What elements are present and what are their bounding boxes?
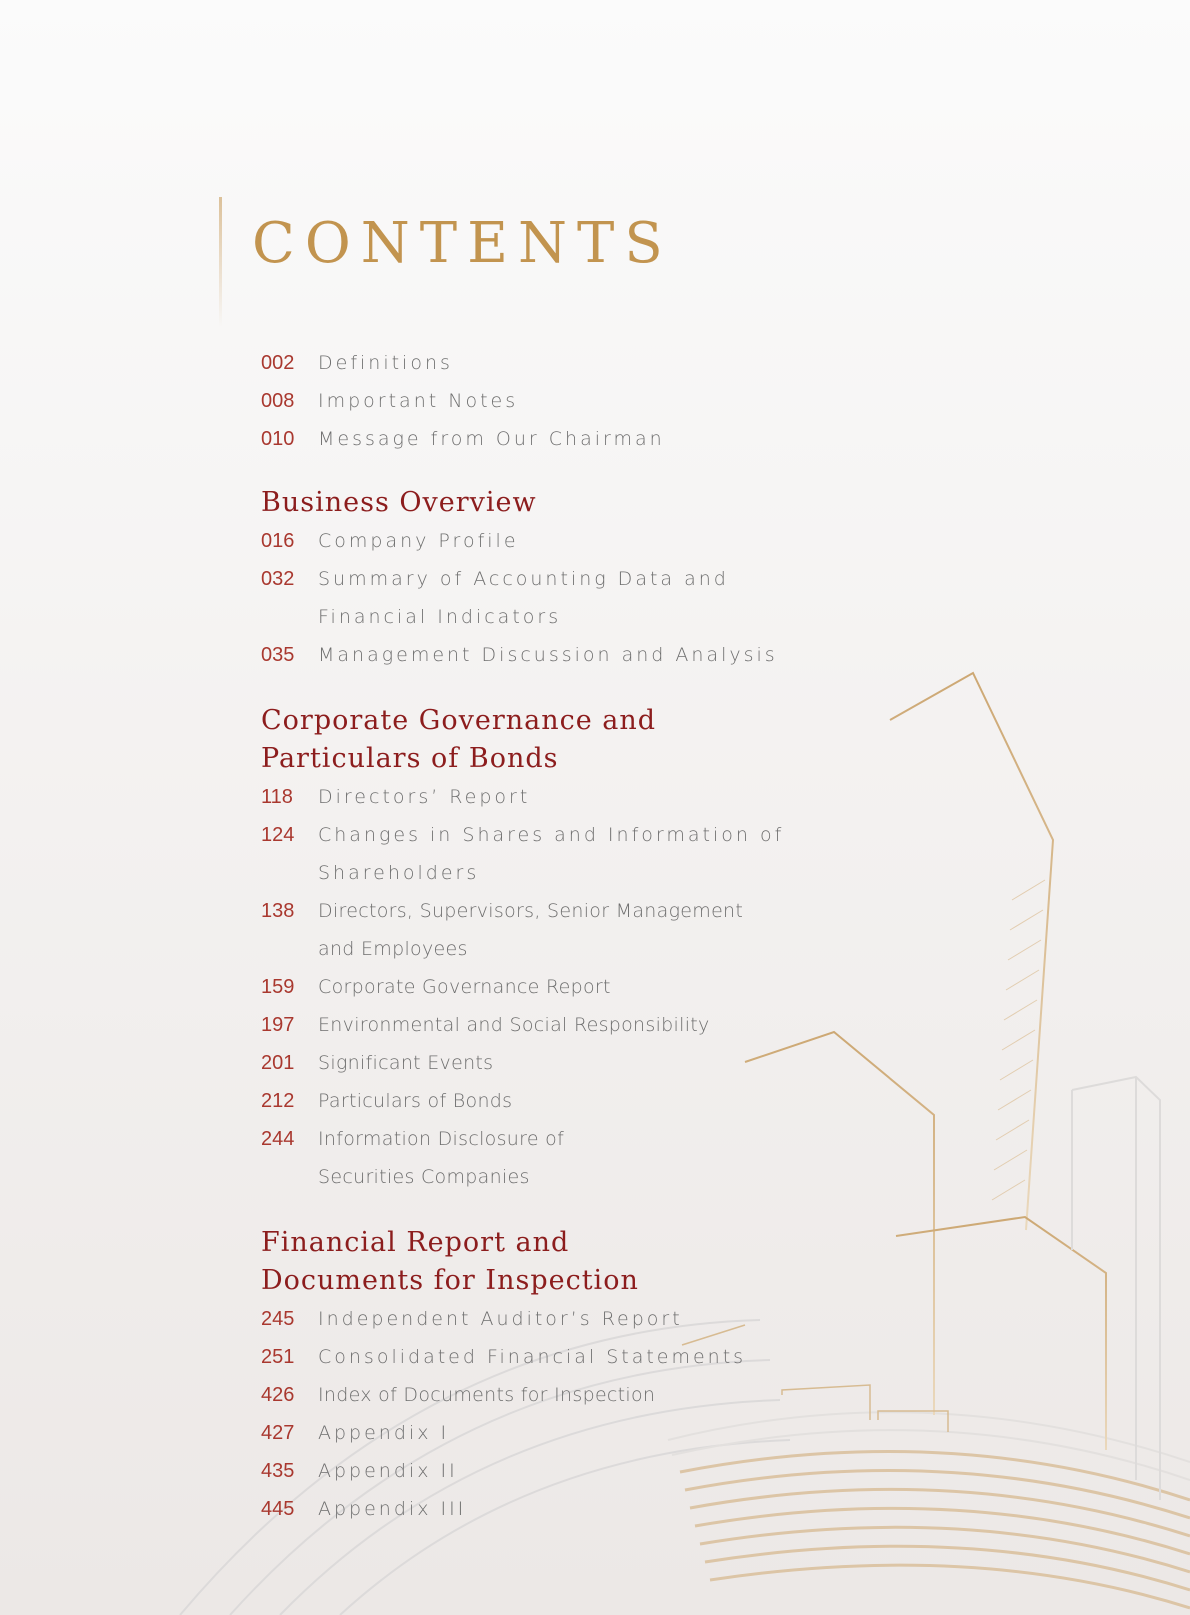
- toc-page-number: 244: [261, 1127, 295, 1150]
- toc-page-number: 445: [261, 1497, 295, 1520]
- toc-entry[interactable]: [261, 420, 781, 458]
- toc-label-continuation: Shareholders: [318, 862, 480, 884]
- section-heading-financial-report-line2: Documents for Inspection: [261, 1265, 639, 1296]
- section-heading-corporate-governance: Corporate Governance and: [261, 705, 657, 736]
- toc-label: Message from Our Chairman: [318, 428, 665, 450]
- toc-label: Management Discussion and Analysis: [318, 644, 778, 666]
- toc-label: Information Disclosure of: [318, 1128, 565, 1150]
- toc-entry[interactable]: [261, 1414, 781, 1452]
- toc-label: Consolidated Financial Statements: [318, 1346, 747, 1368]
- toc-entry[interactable]: [261, 968, 781, 1006]
- toc-label: Corporate Governance Report: [318, 976, 611, 998]
- toc-page-number: 251: [261, 1345, 295, 1368]
- toc-entry[interactable]: [261, 1082, 781, 1120]
- toc-page-number: 427: [261, 1421, 295, 1444]
- toc-entry[interactable]: [261, 1452, 781, 1490]
- toc-page-number: 010: [261, 427, 295, 450]
- toc-entry[interactable]: [261, 1338, 781, 1376]
- toc-page-number: 008: [261, 389, 295, 412]
- toc-label-continuation: Securities Companies: [318, 1166, 530, 1188]
- toc-page-number: 138: [261, 899, 295, 922]
- toc-entry[interactable]: [261, 522, 781, 560]
- toc-label: Directors, Supervisors, Senior Management: [318, 900, 744, 922]
- toc-label: Changes in Shares and Information of: [318, 824, 785, 846]
- toc-label-continuation: Financial Indicators: [318, 606, 562, 628]
- toc-entry[interactable]: [261, 560, 781, 598]
- toc-entry[interactable]: [261, 892, 781, 930]
- page-title: CONTENTS: [252, 211, 673, 276]
- toc-entry[interactable]: [261, 778, 781, 816]
- toc-entry[interactable]: [261, 1376, 781, 1414]
- toc-entry[interactable]: [261, 1006, 781, 1044]
- section-heading-financial-report: Financial Report and: [261, 1227, 570, 1258]
- toc-label: Environmental and Social Responsibility: [318, 1014, 710, 1036]
- toc-page-number: 035: [261, 643, 295, 666]
- toc-label: Significant Events: [318, 1052, 494, 1074]
- section-heading-corporate-governance-line2: Particulars of Bonds: [261, 743, 559, 774]
- toc-page-number: 426: [261, 1383, 295, 1406]
- toc-page-number: 002: [261, 351, 295, 374]
- toc-entry[interactable]: [261, 344, 781, 382]
- toc-label: Summary of Accounting Data and: [318, 568, 729, 590]
- toc-page-number: 016: [261, 529, 295, 552]
- toc-page-number: 124: [261, 823, 295, 846]
- toc-label: Company Profile: [318, 530, 519, 552]
- toc-label: Particulars of Bonds: [318, 1090, 513, 1112]
- toc-entry[interactable]: [261, 636, 781, 674]
- toc-page-number: 201: [261, 1051, 295, 1074]
- toc-page-number: 245: [261, 1307, 295, 1330]
- toc-label: Appendix I: [318, 1422, 450, 1444]
- toc-label-continuation: and Employees: [318, 938, 468, 960]
- toc-label: Directors’ Report: [318, 786, 531, 808]
- toc-label: Index of Documents for Inspection: [318, 1384, 656, 1406]
- toc-label: Important Notes: [318, 390, 519, 412]
- toc-page-number: 212: [261, 1089, 295, 1112]
- toc-entry[interactable]: [261, 1490, 781, 1528]
- title-accent-bar: [219, 197, 222, 327]
- table-of-contents: [261, 344, 785, 1528]
- toc-page-number: 118: [261, 785, 293, 808]
- toc-page-number: 435: [261, 1459, 295, 1482]
- toc-page-number: 159: [261, 975, 295, 998]
- toc-label: Appendix III: [318, 1498, 467, 1520]
- toc-entry[interactable]: [261, 1300, 781, 1338]
- toc-label: Definitions: [318, 352, 453, 374]
- toc-entry[interactable]: [261, 1120, 781, 1158]
- toc-label: Independent Auditor’s Report: [318, 1308, 683, 1330]
- toc-page-number: 032: [261, 567, 295, 590]
- toc-entry[interactable]: [261, 816, 785, 854]
- toc-label: Appendix II: [318, 1460, 458, 1482]
- toc-entry[interactable]: [261, 1044, 781, 1082]
- toc-entry[interactable]: [261, 382, 781, 420]
- toc-page-number: 197: [261, 1013, 295, 1036]
- section-heading-business-overview: Business Overview: [261, 487, 537, 518]
